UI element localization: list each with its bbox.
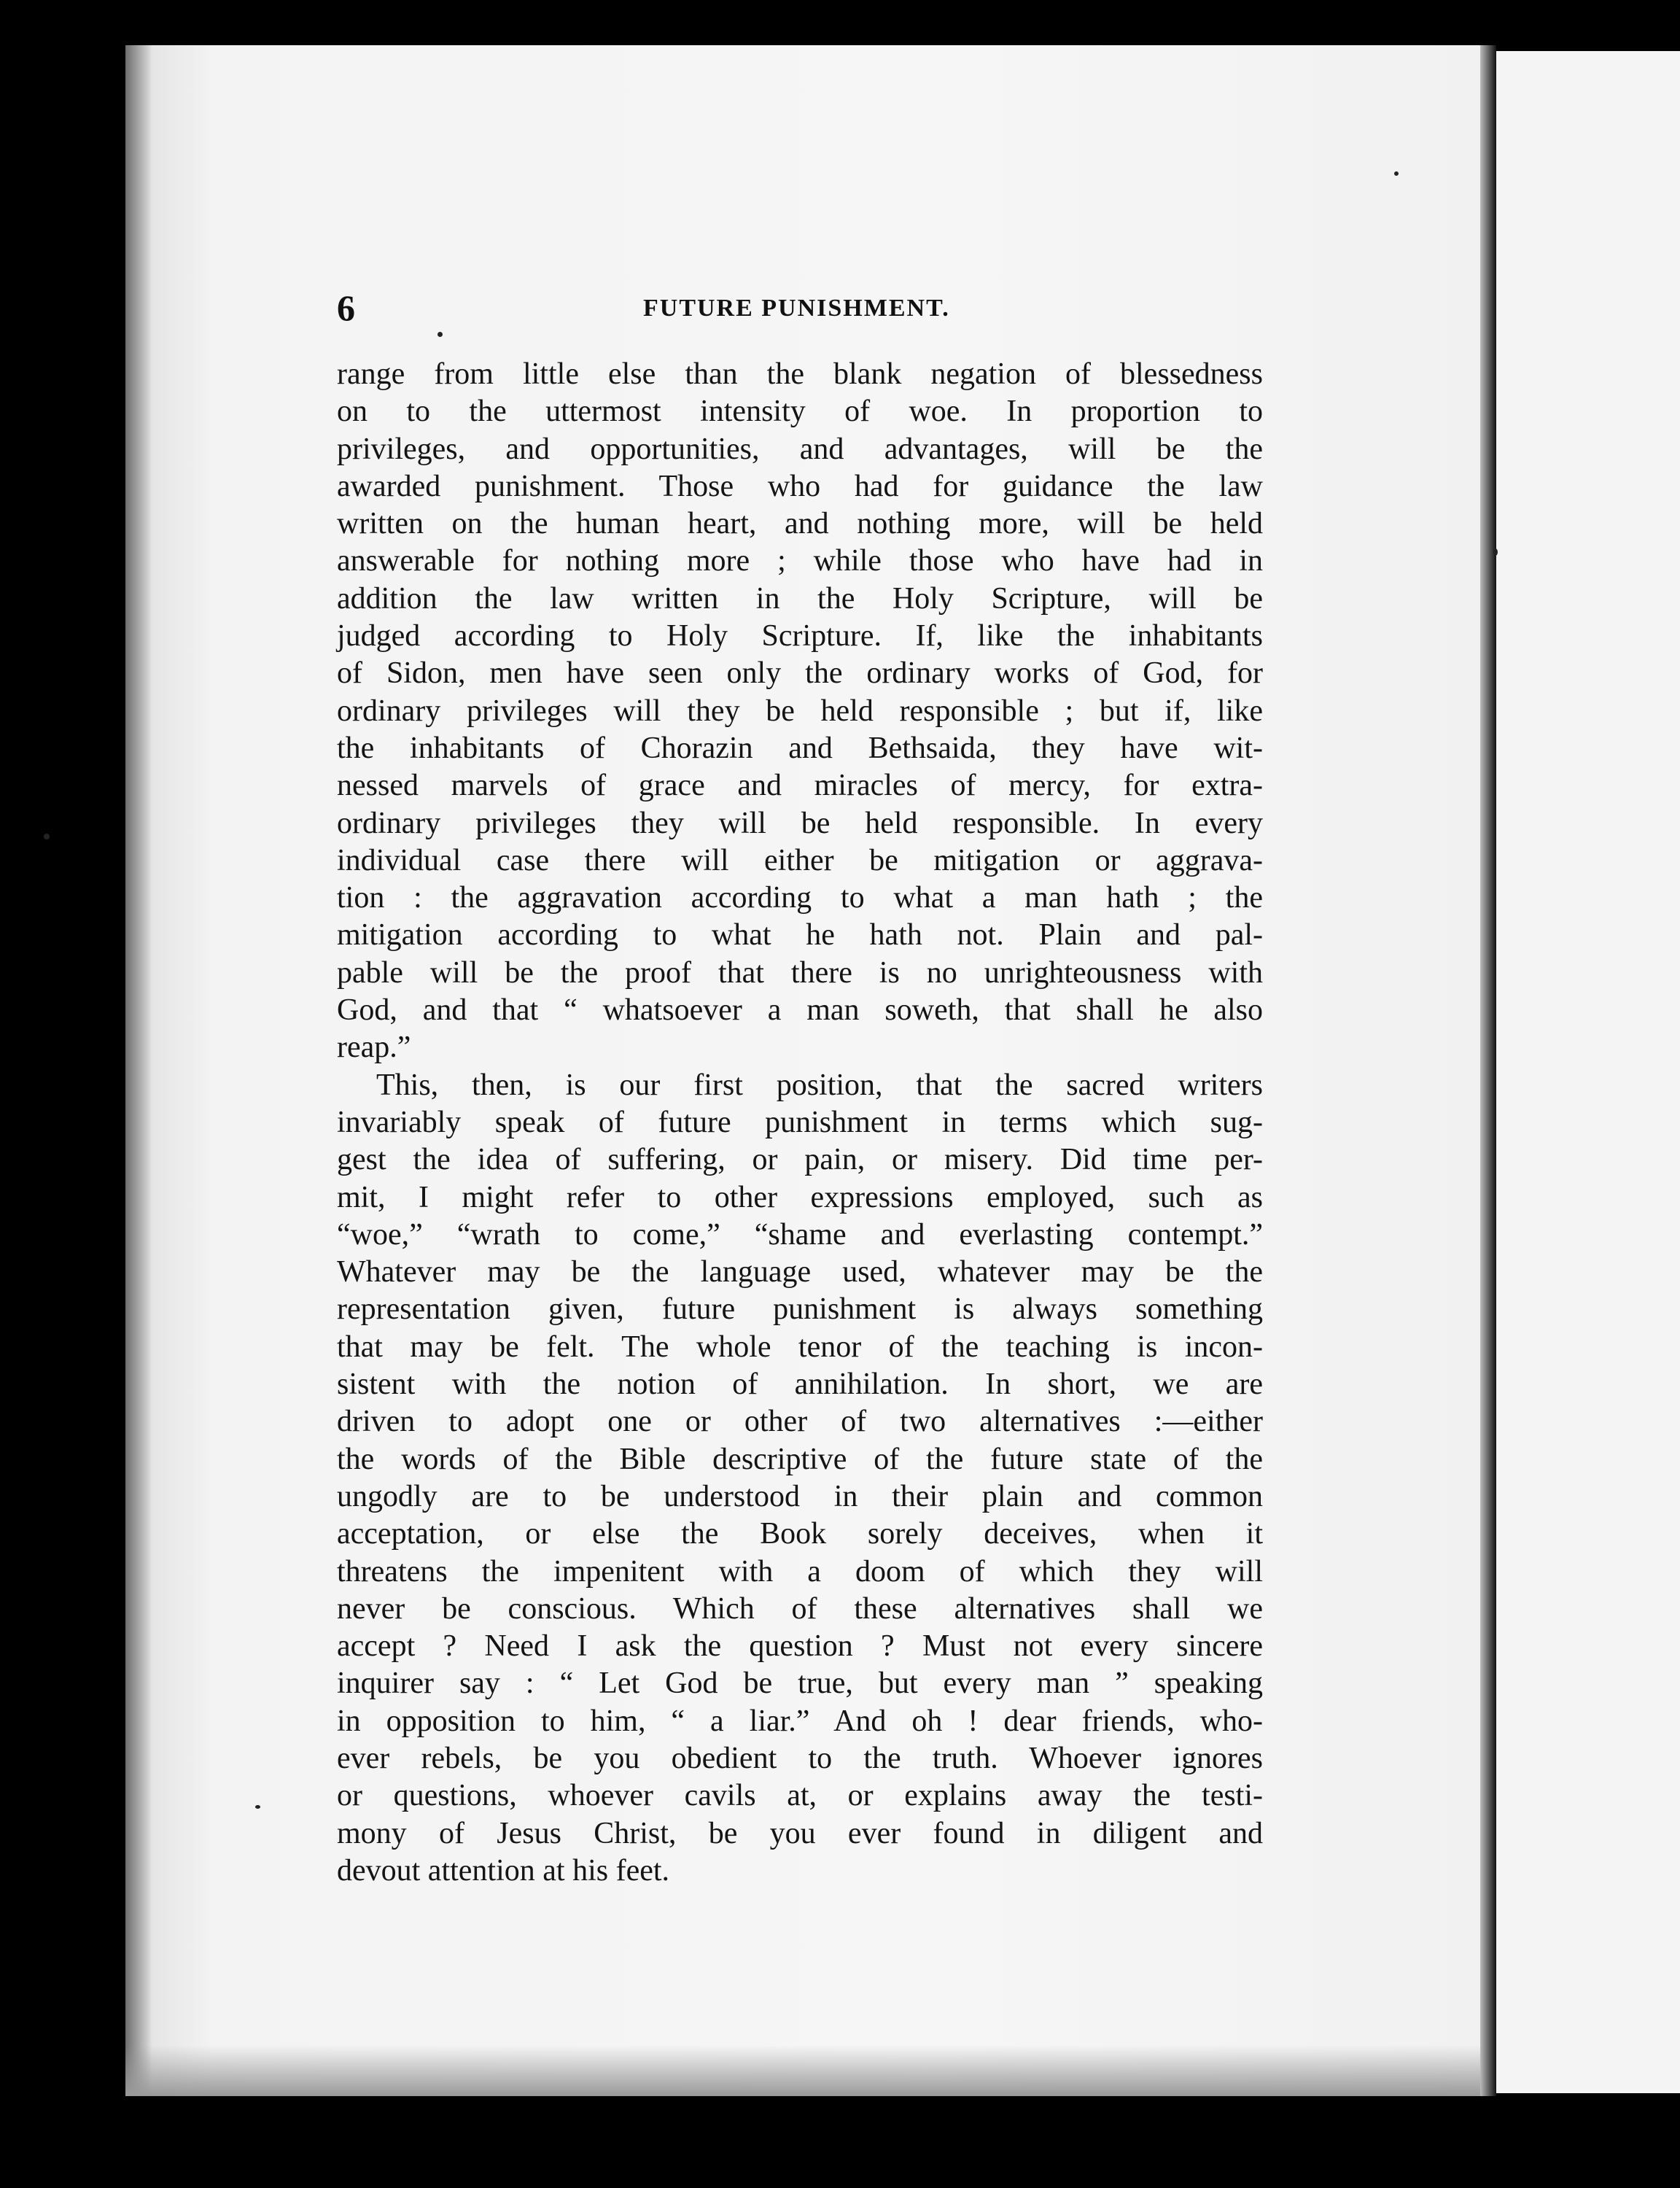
text-line: tion : the aggravation according to what a man hath ; the	[337, 881, 1263, 915]
text-line: awarded punishment. Those who had for guidance the law	[337, 469, 1263, 503]
speck	[255, 1805, 260, 1809]
running-head	[337, 286, 1329, 330]
speck	[44, 834, 50, 839]
text-line: threatens the impenitent with a doom of which they will	[337, 1554, 1263, 1588]
text-line: ungodly are to be understood in their plain and common	[337, 1479, 1263, 1513]
text-line: judged according to Holy Scripture. If, like the inhabitants	[337, 619, 1263, 653]
text-line: devout attention at his feet.	[337, 1853, 670, 1888]
page-edge-shadow	[1480, 45, 1496, 2096]
text-line: ordinary privileges they will be held responsible. In every	[337, 806, 1263, 840]
text-line: inquirer say : “ Let God be true, but every man ” speaking	[337, 1667, 1263, 1701]
text-line: mitigation according to what he hath not. Plain and pal-	[337, 918, 1263, 953]
text-line: acceptation, or else the Book sorely deceives, when it	[337, 1517, 1263, 1551]
text-line: addition the law written in the Holy Scripture, will be	[337, 581, 1263, 616]
text-line: driven to adopt one or other of two alternatives :—either	[337, 1405, 1263, 1439]
gutter-shadow	[125, 45, 152, 2096]
text-line: individual case there will either be mitigation or aggrava-	[337, 843, 1263, 877]
running-title: FUTURE PUNISHMENT.	[643, 295, 950, 322]
text-line: This, then, is our first position, that the sacred writers	[376, 1068, 1263, 1102]
text-line: range from little else than the blank negation of blessedness	[337, 357, 1263, 391]
text-line: “woe,” “wrath to come,” “shame and everlasting contempt.”	[337, 1217, 1263, 1252]
text-line: in opposition to him, “ a liar.” And oh ! dear friends, who-	[337, 1704, 1263, 1738]
bottom-shadow	[125, 2045, 1482, 2096]
text-line: the inhabitants of Chorazin and Bethsaida, they have wit-	[337, 731, 1263, 765]
text-line: the words of the Bible descriptive of the future state of the	[337, 1442, 1263, 1476]
body-text	[337, 356, 1263, 1890]
text-line: of Sidon, men have seen only the ordinary works of God, for	[337, 656, 1263, 691]
text-line: God, and that “ whatsoever a man soweth, that shall he also	[337, 993, 1263, 1028]
text-line: accept ? Need I ask the question ? Must not every sincere	[337, 1629, 1263, 1664]
text-line: written on the human heart, and nothing more, will be held	[337, 507, 1263, 541]
text-line: that may be felt. The whole tenor of the teaching is incon-	[337, 1330, 1263, 1364]
text-line: privileges, and opportunities, and advantages, will be the	[337, 432, 1263, 466]
text-line: mit, I might refer to other expressions employed, such as	[337, 1180, 1263, 1214]
text-line: or questions, whoever cavils at, or explains away the testi-	[337, 1779, 1263, 1813]
text-line: Whatever may be the language used, whatever may be the	[337, 1255, 1263, 1289]
text-line: gest the idea of suffering, or pain, or misery. Did time per-	[337, 1143, 1263, 1177]
speck	[1394, 171, 1399, 176]
text-line: never be conscious. Which of these alternatives shall we	[337, 1591, 1263, 1626]
text-line: pable will be the proof that there is no unrighteousness with	[337, 955, 1263, 990]
text-line: nessed marvels of grace and miracles of mercy, for extra-	[337, 769, 1263, 803]
text-line: invariably speak of future punishment in terms which sug-	[337, 1105, 1263, 1139]
text-line: sistent with the notion of annihilation. In short, we are	[337, 1368, 1263, 1402]
text-line: answerable for nothing more ; while those who have had in	[337, 544, 1263, 578]
page-number: 6	[337, 287, 355, 328]
text-line: mony of Jesus Christ, be you ever found in diligent and	[337, 1816, 1263, 1850]
text-line: reap.”	[337, 1031, 411, 1065]
speck	[438, 332, 443, 337]
text-line: representation given, future punishment is always something	[337, 1292, 1263, 1327]
text-line: on to the uttermost intensity of woe. In proportion to	[337, 395, 1263, 429]
facing-page-edge	[1493, 51, 1680, 2093]
speck	[1493, 548, 1498, 556]
text-line: ever rebels, be you obedient to the truth. Whoever ignores	[337, 1741, 1263, 1775]
text-line: ordinary privileges will they be held responsible ; but if, like	[337, 694, 1263, 728]
